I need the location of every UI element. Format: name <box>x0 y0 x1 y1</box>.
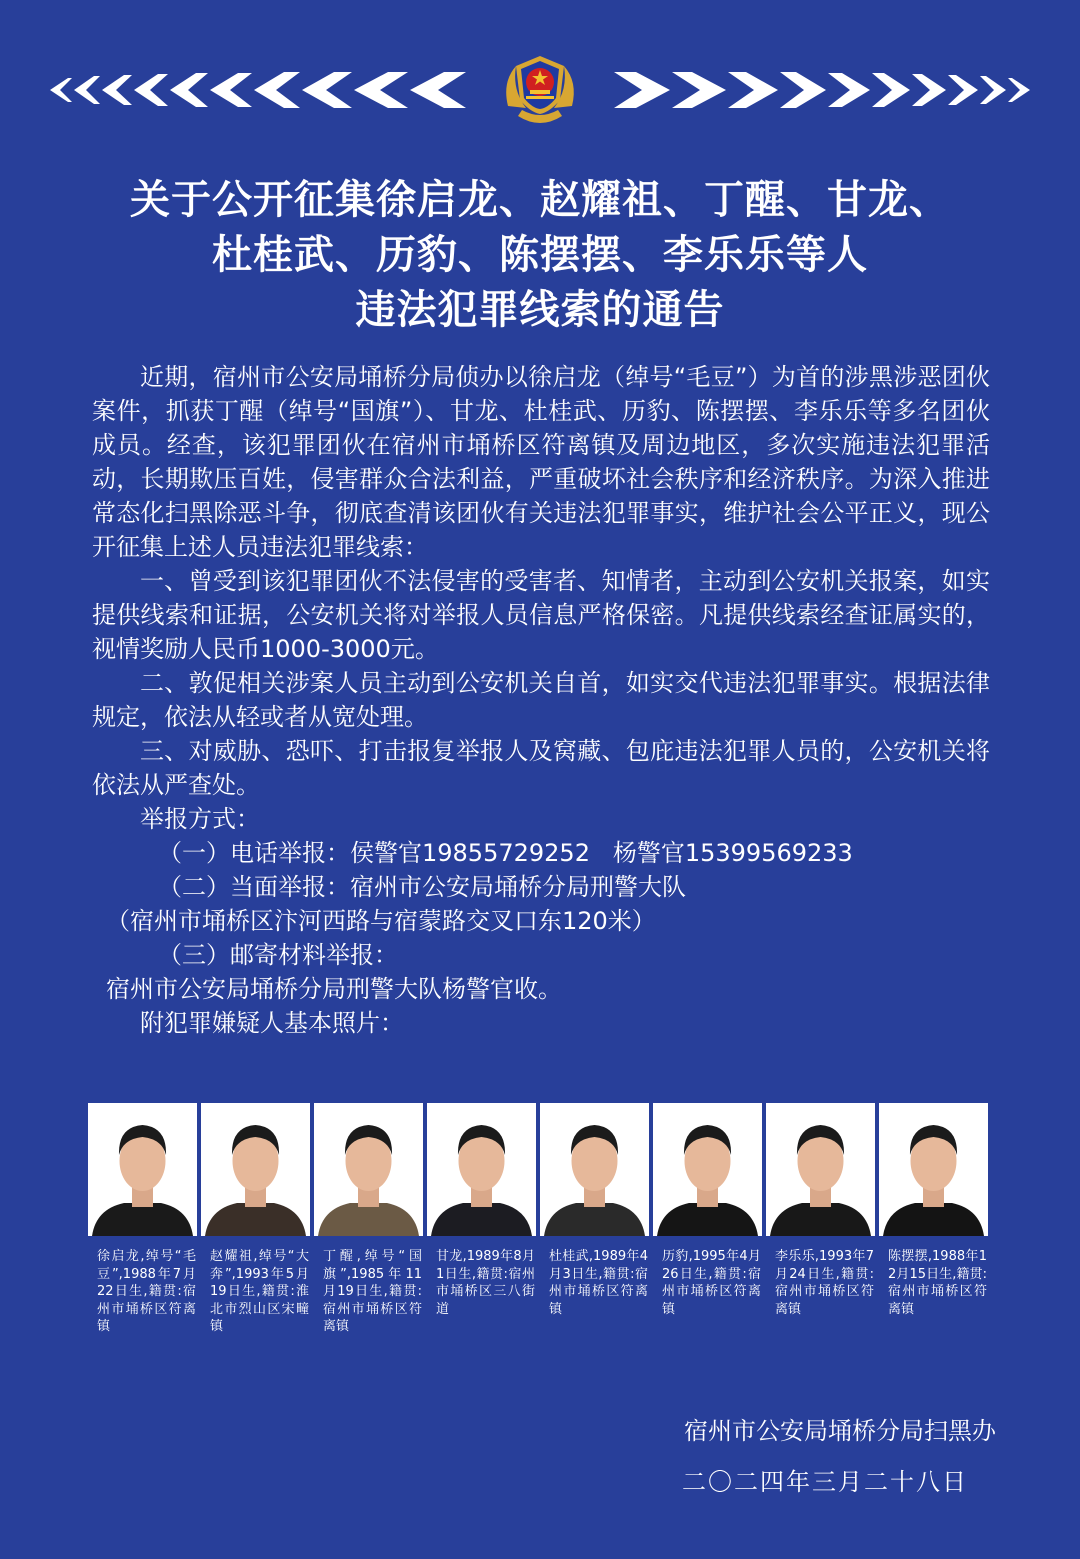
suspect-caption: 杜桂武,1989年4月3日生,籍贯:宿州市埇桥区符离镇 <box>549 1249 648 1317</box>
portrait-icon <box>653 1103 762 1236</box>
suspect-photo <box>201 1103 310 1236</box>
suspect-photo <box>540 1103 649 1236</box>
title-line: 关于公开征集徐启龙、赵耀祖、丁醒、甘龙、 <box>130 176 950 223</box>
suspect-caption: 徐启龙,绰号“毛豆”,1988年7月22日生,籍贯:宿州市埇桥区符离镇 <box>97 1249 196 1334</box>
intro-paragraph: 近期，宿州市公安局埇桥分局侦办以徐启龙（绰号“毛豆”）为首的涉黑涉恶团伙案件，抓获丁醒（绰号“国旗”）、甘龙、杜桂武、历豹、陈摆摆、李乐乐等多名团伙成员。经查，该犯罪团伙在宿州市埇桥区符离镇及周边地区，多次实施违法犯罪活动，长期欺压百姓，侵害群众合法利益，严重破坏社会秩序和经济秩序。为深入推进常态化扫黑除恶斗争，彻底查清该团伙有关违法犯罪事实，维护社会公平正义，现公开征集上述人员违法犯罪线索： <box>92 363 990 561</box>
title-line: 违法犯罪线索的通告 <box>355 286 725 333</box>
suspect-photo <box>314 1103 423 1236</box>
police-emblem-icon <box>500 52 580 128</box>
item-two-paragraph: 二、敦促相关涉案人员主动到公安机关自首，如实交代违法犯罪事实。根据法律规定，依法从轻或者从宽处理。 <box>92 669 990 731</box>
portrait-icon <box>201 1103 310 1236</box>
suspect-caption: 赵耀祖,绰号“大奔”,1993年5月19日生,籍贯:淮北市烈山区宋疃镇 <box>210 1249 309 1334</box>
suspect-photo <box>88 1103 197 1236</box>
suspect-photo <box>427 1103 536 1236</box>
issue-date: 二〇二四年三月二十八日 <box>682 1468 968 1496</box>
suspect-photo <box>766 1103 875 1236</box>
suspect-caption: 历豹,1995年4月26日生,籍贯:宿州市埇桥区符离镇 <box>662 1249 761 1317</box>
mail-report: （三）邮寄材料举报： <box>158 941 398 969</box>
suspect-caption: 李乐乐,1993年7月24日生,籍贯:宿州市埇桥区符离镇 <box>775 1249 874 1317</box>
item-three-paragraph: 三、对威胁、恐吓、打击报复举报人及窝藏、包庇违法犯罪人员的，公安机关将依法从严查处。 <box>92 737 990 799</box>
suspect-caption: 陈摆摆,1988年12月15日生,籍贯:宿州市埇桥区符离镇 <box>888 1249 987 1317</box>
photos-heading: 附犯罪嫌疑人基本照片： <box>140 1009 404 1037</box>
in-person-report: （二）当面举报：宿州市公安局埇桥分局刑警大队 <box>158 873 686 901</box>
right-wing-decoration <box>610 70 1030 110</box>
report-methods-heading: 举报方式： <box>140 805 260 833</box>
title-line: 杜桂武、历豹、陈摆摆、李乐乐等人 <box>212 231 868 278</box>
left-wing-decoration <box>50 70 470 110</box>
suspect-captions <box>92 1248 997 1336</box>
portrait-icon <box>427 1103 536 1236</box>
suspect-caption: 甘龙,1989年8月1日生,籍贯:宿州市埇桥区三八街道 <box>436 1249 535 1317</box>
in-person-address: （宿州市埇桥区汴河西路与宿蒙路交叉口东120米） <box>106 907 656 935</box>
phone-report: （一）电话举报：侯警官19855729252 杨警官15399569233 <box>158 839 853 867</box>
suspect-caption: 丁醒,绰号“国旗”,1985年11月19日生,籍贯:宿州市埇桥区符离镇 <box>323 1249 422 1334</box>
suspect-photo <box>653 1103 762 1236</box>
portrait-icon <box>88 1103 197 1236</box>
portrait-icon <box>540 1103 649 1236</box>
portrait-icon <box>314 1103 423 1236</box>
suspect-photo <box>879 1103 988 1236</box>
issuing-organization: 宿州市公安局埇桥分局扫黑办 <box>684 1417 996 1445</box>
mail-address: 宿州市公安局埇桥分局刑警大队杨警官收。 <box>106 975 562 1003</box>
notice-body <box>92 360 990 1040</box>
portrait-icon <box>879 1103 988 1236</box>
portrait-icon <box>766 1103 875 1236</box>
suspect-photos <box>88 1103 993 1236</box>
notice-title <box>60 172 1020 337</box>
item-one-paragraph: 一、曾受到该犯罪团伙不法侵害的受害者、知情者，主动到公安机关报案，如实提供线索和证据，公安机关将对举报人员信息严格保密。凡提供线索经查证属实的，视情奖励人民币1000-3000元。 <box>92 567 990 663</box>
